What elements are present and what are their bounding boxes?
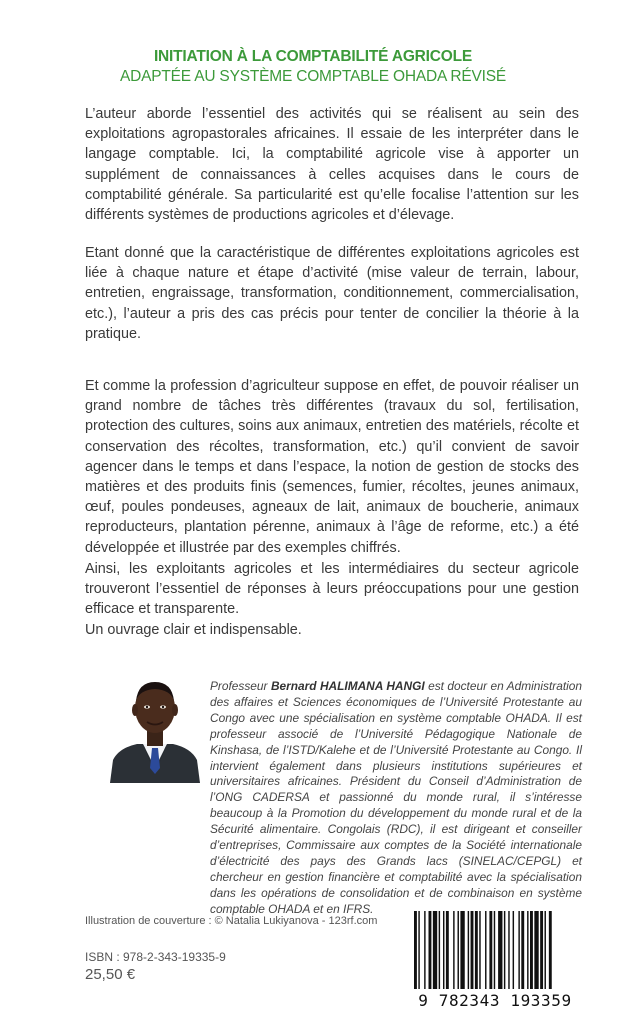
summary-paragraph-3: Et comme la profession d’agriculteur suppose en effet, de pouvoir réaliser un grand nombre de tâches très différentes (travaux du sol, fertilisation, protection des cultures, soins aux animaux, entretien des matériels, récolte et conservation des récoltes, transformation, etc.) qu’il convient de savoir agencer dans le temps et dans l’espace, la notion de gestion de stocks des matières et des produits finis (semences, fumier, récoltes, jeunes animaux, œuf, poules pondeuses, agneaux de lait, animaux de boucherie, animaux reproducteurs, plantation pérenne, animaux à l’âge de reforme, etc.) a été développée et illustrée par des exemples chiffrés.	[85, 378, 579, 556]
price: 25,50 €	[85, 966, 136, 983]
bio-text: est docteur en Administration des affaires et Sciences économiques de l’Université Protestante au Congo avec une spécialisation en système comptable OHADA. Il est professeur associé de l’Université Pédagogique Nationale de Kinshasa, de l’ISTD/Kalehe et de l’Université Protestante au Congo. Il intervient également dans plusieurs institutions supérieures et universitaires africaines. Président du Conseil d’Administration de l’ONG CADERSA et passionné du monde rural, il s’intéresse beaucoup à la Promotion du développement du monde rural et de la Sécurité alimentaire. Congolais (RDC), il est dirigeant et conseiller d’entreprises, Commissaire aux comptes de la Société internationale d’électricité des pays des Grands lacs (SINELAC/CEPGL) et chercheur en gestion financière et comptabilité avec la spécialisation dans les opérations de consolidation et de combinaison en système comptable OHADA et en IFRS.	[210, 679, 583, 916]
author-biography	[88, 679, 582, 918]
summary-paragraph-1: L’auteur aborde l’essentiel des activités qui se réalisent au sein des exploitations agropastorales africaines. Il essaie de les interpréter dans le langage comptable. Ici, la comptabilité agricole vise à apporter un supplément de connaissances à celles acquises dans le cours de comptabilité générale. Sa particularité est qu’elle focalise l’attention sur les différents systèmes de productions agricoles et d’élevage.	[85, 106, 579, 224]
summary-paragraph-2: Etant donné que la caractéristique de différentes exploitations agricoles est liée à chaque nature et étape d’activité (mise valeur de terrain, labour, entretien, engraissage, transformation, conditionnement, commercialisation, etc.), l’auteur a pris des cas précis pour tenter de concilier la théorie à la pratique.	[85, 245, 579, 342]
book-subtitle: ADAPTÉE AU SYSTÈME COMPTABLE OHADA RÉVISÉ	[119, 68, 506, 85]
barcode-digits: 9 782343 193359	[418, 991, 572, 1010]
barcode-bars	[402, 905, 588, 991]
book-title: INITIATION À LA COMPTABILITÉ AGRICOLE	[153, 48, 473, 65]
summary-paragraph-4: Ainsi, les exploitants agricoles et les intermédiaires du secteur agricole trouveront l’essentiel de réponses à leurs préoccupations pour une gestion efficace et transparente.	[85, 561, 579, 618]
cover-illustration-credit: Illustration de couverture : © Natalia Lukiyanova - 123rf.com	[85, 915, 378, 927]
author-name: Bernard HALIMANA HANGI	[270, 679, 425, 693]
bio-prefix: Professeur	[210, 679, 268, 693]
summary-closing-line: Un ouvrage clair et indispensable.	[85, 622, 302, 638]
barcode	[402, 905, 588, 1011]
isbn: ISBN : 978-2-343-19335-9	[85, 950, 226, 964]
